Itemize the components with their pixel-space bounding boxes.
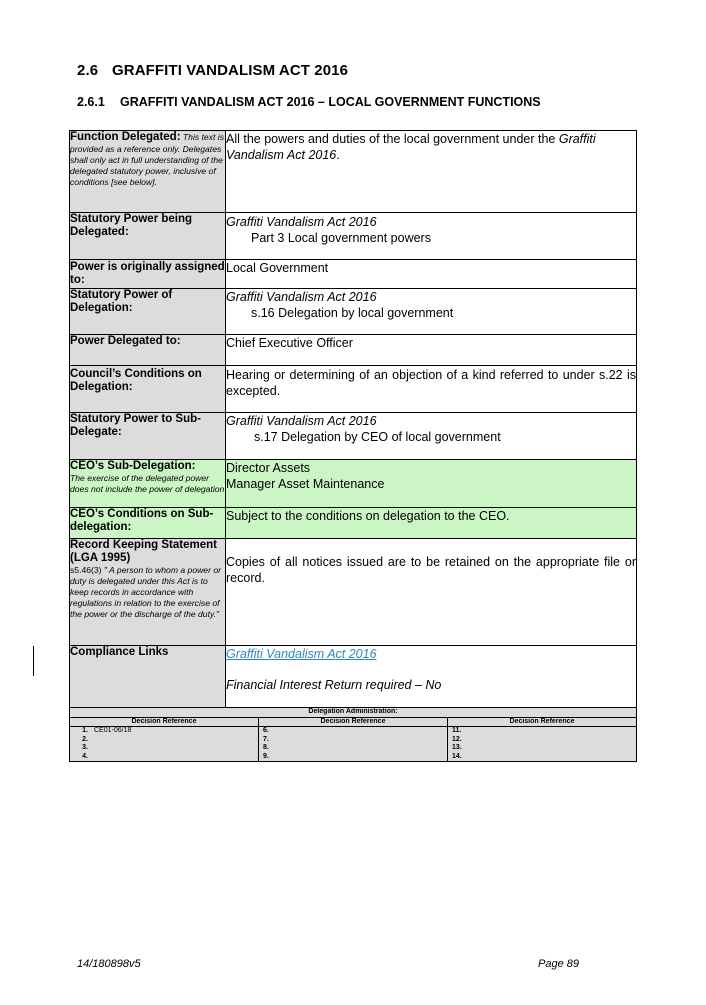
- function-text: All the powers and duties of the local government under the: [226, 132, 559, 146]
- row-label: CEO’s Sub-Delegation:: [70, 460, 196, 472]
- delegation-table: [69, 130, 637, 708]
- row-ceo-conditions: [70, 508, 637, 539]
- list-item: 9.: [263, 752, 269, 760]
- sub-delegate-1: Director Assets: [226, 461, 311, 475]
- row-label: Statutory Power to Sub-Delegate:: [70, 413, 201, 438]
- row-label: Power is originally assigned to:: [70, 261, 225, 286]
- admin-column-2: [259, 727, 448, 762]
- row-value: Chief Executive Officer: [226, 336, 353, 350]
- list-item: 3.: [82, 744, 88, 751]
- row-ceo-sub-delegation: [70, 460, 637, 508]
- label-cell: [70, 131, 226, 213]
- row-note: The exercise of the delegated power does not include the power of delegation: [70, 473, 225, 494]
- row-council-conditions: [70, 366, 637, 413]
- row-label: Record Keeping Statement (LGA 1995): [70, 539, 217, 564]
- row-delegated-to: [70, 335, 637, 366]
- admin-column-3: [448, 727, 637, 762]
- row-note: This text is provided as a reference only. Delegates shall only act in full understanding of the delegated statutory power, inclusive of conditions [see below].: [70, 132, 224, 187]
- row-value: Financial Interest Return required – No: [226, 678, 442, 692]
- row-label: CEO’s Conditions on Sub-delegation:: [70, 508, 214, 533]
- section-heading: [77, 62, 348, 79]
- section-ref: s.17 Delegation by CEO of local government: [254, 430, 501, 444]
- section-ref: s.16 Delegation by local government: [251, 306, 454, 320]
- row-label: Compliance Links: [70, 646, 169, 658]
- column-header: Decision Reference: [259, 717, 448, 727]
- list-item: 7.: [263, 735, 269, 743]
- row-label: Statutory Power being Delegated:: [70, 213, 193, 238]
- row-function-delegated: [70, 131, 637, 213]
- row-value: Local Government: [226, 261, 329, 275]
- row-value: Copies of all notices issued are to be retained on the appropriate file or record.: [226, 555, 636, 585]
- act-name: Graffiti Vandalism Act 2016: [226, 290, 377, 304]
- list-item: 8.: [263, 744, 269, 751]
- row-value: Subject to the conditions on delegation to the CEO.: [226, 509, 510, 523]
- column-header: Decision Reference: [70, 717, 259, 727]
- legislation-quote: " A person to whom a power or duty is delegated under this Act is to keep records in accordance with regulations in relation to the exercise of the power or the discharge of the duty.": [70, 565, 221, 619]
- section-number: 2.6: [77, 62, 99, 79]
- section-title: GRAFFITI VANDALISM ACT 2016: [112, 62, 349, 79]
- list-item: 6.: [263, 727, 269, 734]
- value-cell: All the powers and duties of the local government under the Graffiti Vandalism Act 2016.: [226, 131, 637, 213]
- row-label: Power Delegated to:: [70, 335, 181, 347]
- subsection-number: 2.6.1: [77, 95, 105, 109]
- row-power-of-delegation: [70, 289, 637, 335]
- row-value: Hearing or determining of an objection of a kind referred to under s.22 is excepted.: [226, 368, 636, 398]
- delegation-admin-table: [69, 707, 637, 762]
- admin-title: Delegation Administration:: [70, 708, 637, 718]
- act-name: Graffiti Vandalism Act 2016: [226, 215, 377, 229]
- list-item: 1. CE01-06/18: [82, 727, 132, 734]
- list-item: 14.: [452, 752, 462, 760]
- sub-delegate-2: Manager Asset Maintenance: [226, 477, 385, 491]
- row-sub-delegate-power: [70, 413, 637, 460]
- row-compliance: [70, 646, 637, 708]
- list-item: 13.: [452, 744, 462, 751]
- list-item: 4.: [82, 752, 88, 760]
- act-name: Graffiti Vandalism Act 2016: [226, 414, 377, 428]
- row-record-keeping: [70, 539, 637, 646]
- column-header: Decision Reference: [448, 717, 637, 727]
- row-originally-assigned: [70, 260, 637, 289]
- document-reference: 14/180898v5: [77, 958, 141, 970]
- list-item: 11.: [452, 727, 462, 734]
- decision-reference: CE01-06/18: [94, 727, 132, 734]
- subsection-heading: [77, 95, 541, 109]
- row-label: Statutory Power of Delegation:: [70, 289, 173, 314]
- admin-column-1: [70, 727, 259, 762]
- row-statutory-power: [70, 213, 637, 260]
- act-name: Graffiti Vandalism Act 2016: [226, 132, 596, 162]
- subsection-title: GRAFFITI VANDALISM ACT 2016 – LOCAL GOVERNMENT FUNCTIONS: [120, 95, 541, 109]
- list-item: 2.: [82, 735, 88, 743]
- section-ref: Part 3 Local government powers: [251, 231, 431, 245]
- act-link[interactable]: Graffiti Vandalism Act 2016: [226, 647, 377, 661]
- row-label: Function Delegated:: [70, 131, 181, 143]
- text-cursor: [33, 646, 34, 676]
- legislation-ref: s5.46(3): [70, 565, 102, 575]
- row-label: Council’s Conditions on Delegation:: [70, 368, 202, 393]
- page-number: Page 89: [538, 958, 579, 970]
- list-item: 12.: [452, 735, 462, 743]
